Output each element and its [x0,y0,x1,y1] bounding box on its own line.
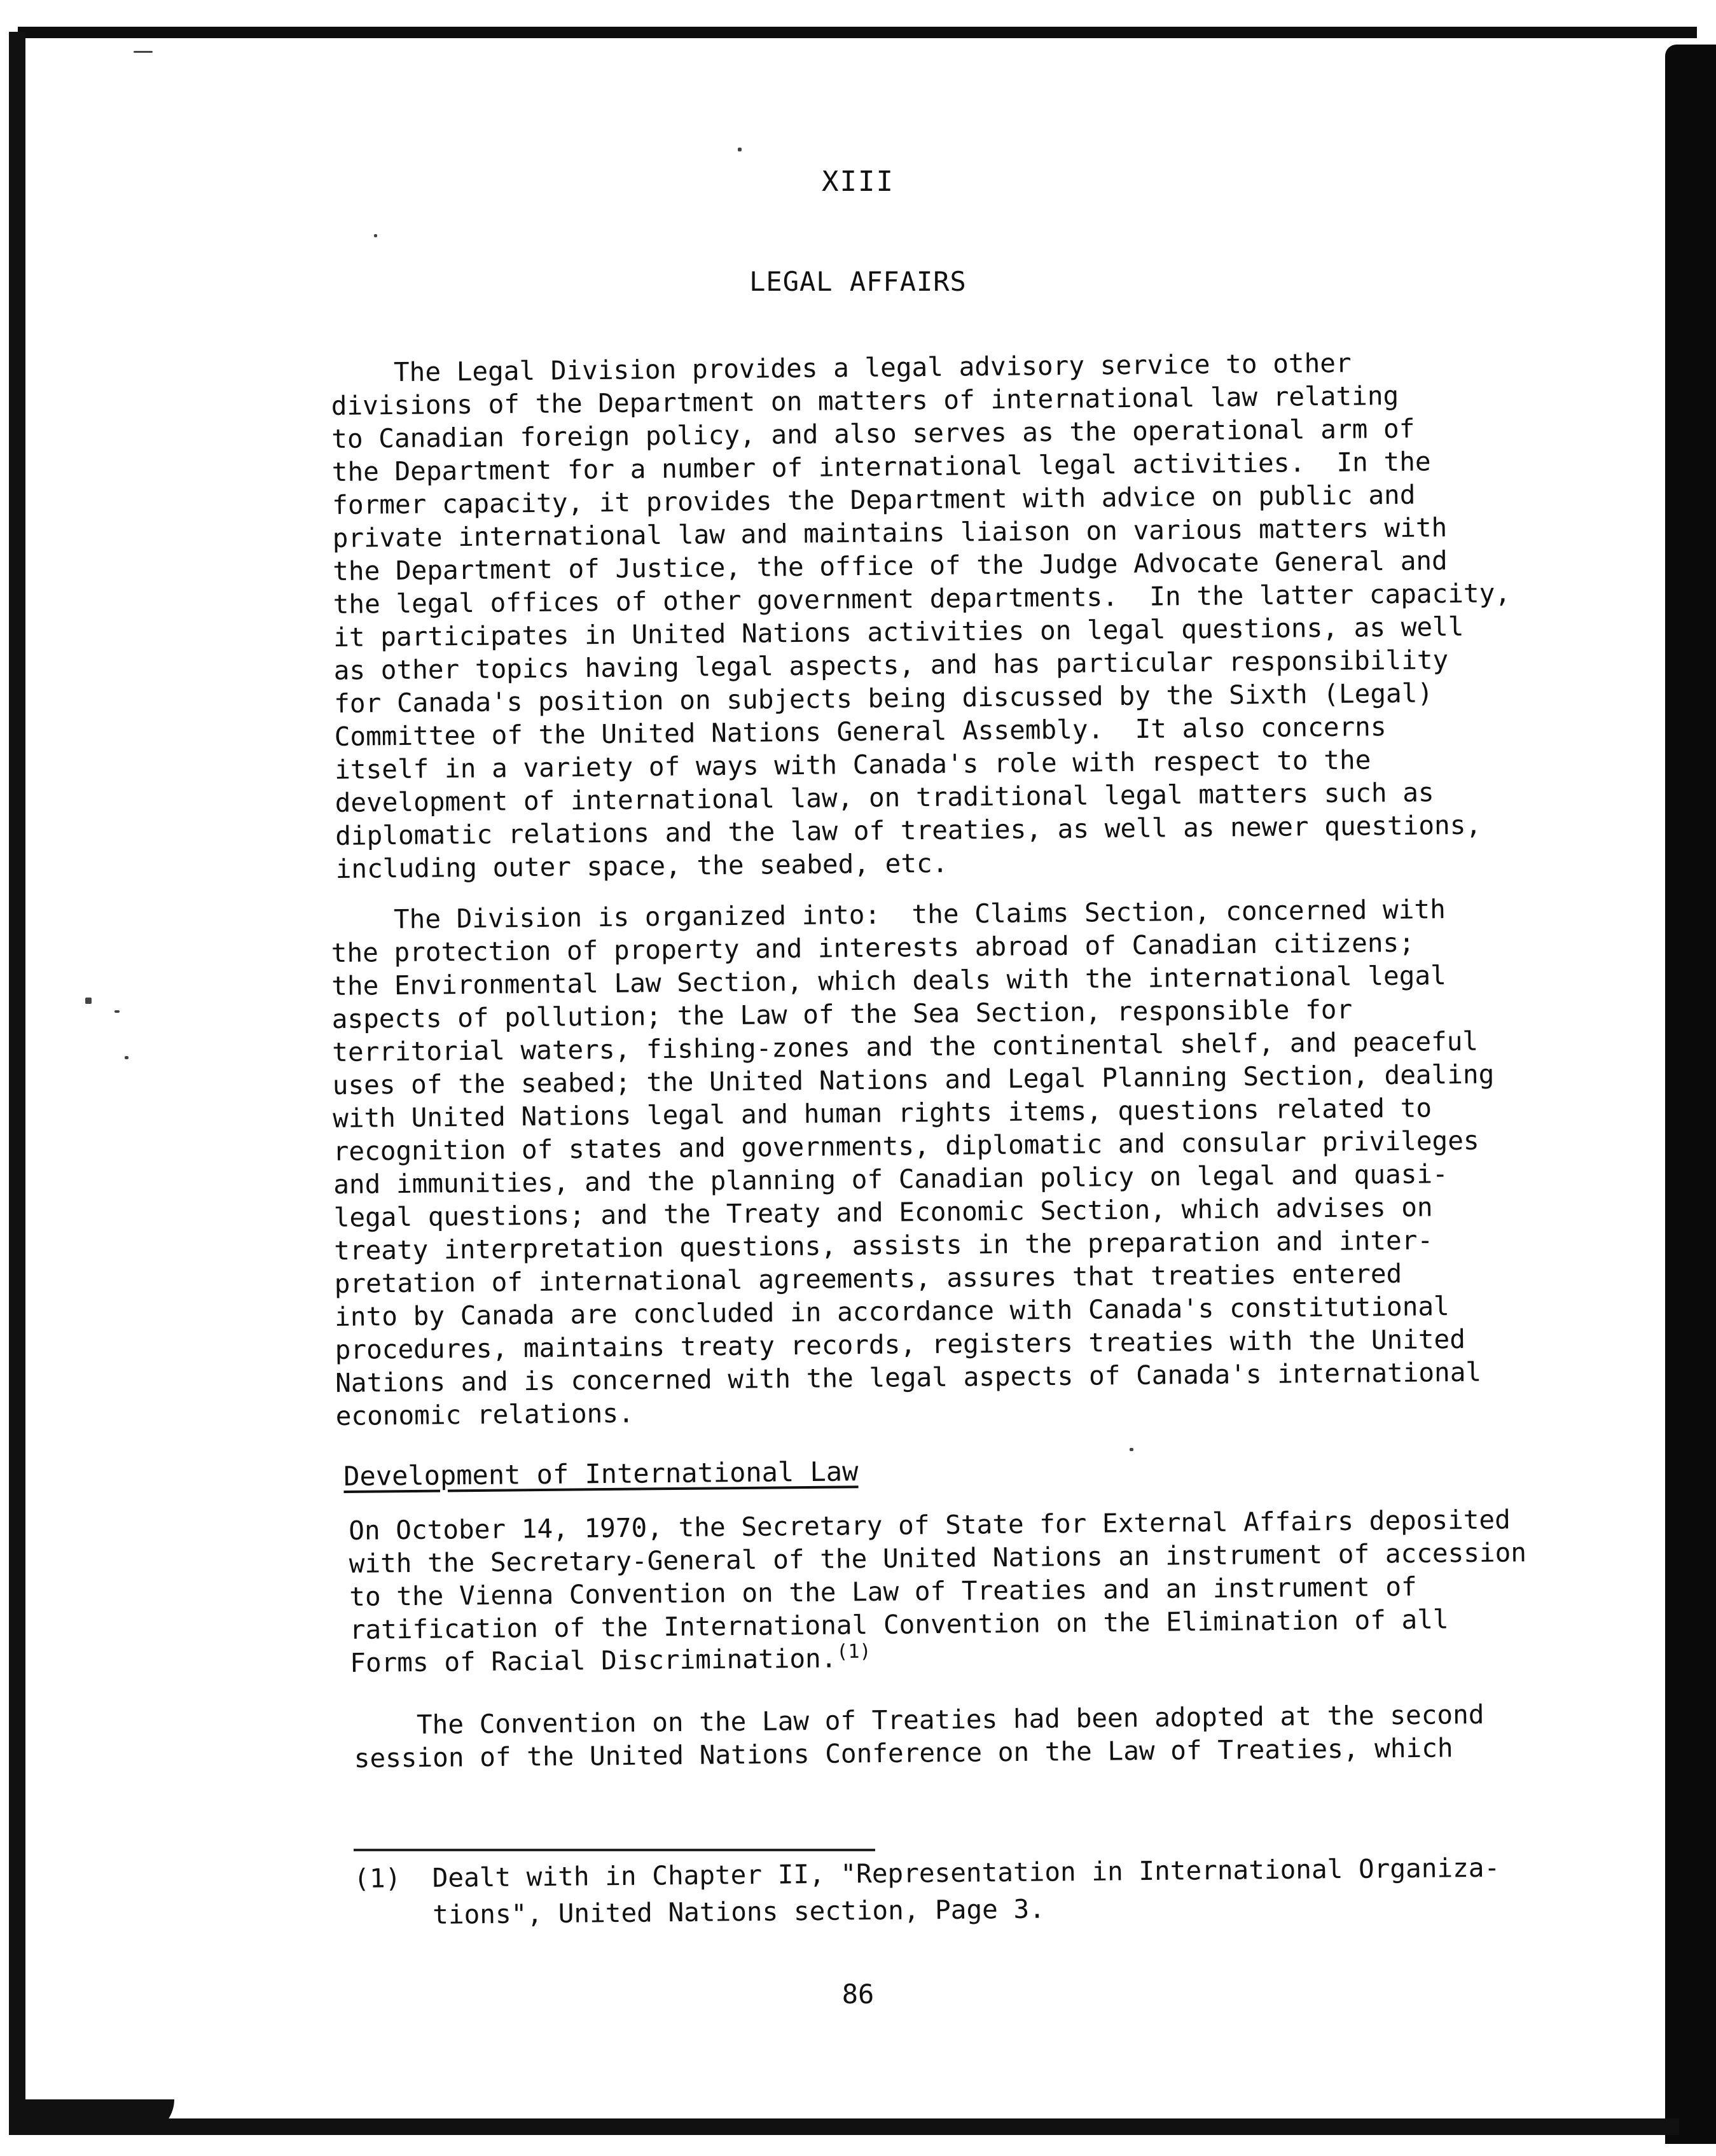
paragraph-vienna-convention [349,1502,1616,1680]
scan-border-left [9,32,25,2125]
scan-speck [1130,1448,1133,1451]
scan-speck [738,148,742,151]
scan-border-bottom [25,2118,1679,2135]
paragraph-legal-division: The Legal Division provides a legal advisory service to other divisions of the Department on matters of international law relating to Canadian foreign policy, and also serves as the operational arm of the Department for a number of international legal activities. In the former capacity, it provides the Department with advice on public and private international law and maintains liaison on various matters with the Department of Justice, the office of the Judge Advocate General and the legal offices of other government departments. In the latter capacity, it participates in United Nations activities on legal questions, as well as other topics having legal aspects, and has particular responsibility for Canada's position on subjects being discussed by the Sixth (Legal) Committee of the United Nations General Assembly. It also concerns itself in a variety of ways with Canada's role with respect to the development of international law, on traditional legal matters such as diplomatic relations and the law of treaties, as well as newer questions, including outer space, the seabed, etc. [331,347,1511,884]
scan-speck [114,1010,120,1013]
scan-border-top [18,27,1697,38]
chapter-title: LEGAL AFFAIRS [749,266,967,297]
footnote: (1) Dealt with in Chapter II, "Representation in International Organiza- tions", United Nations section, Page 3. [354,1852,1500,1931]
scan-speck [125,1056,128,1059]
chapter-number: XIII [822,165,894,198]
scan-corner-bottom-left [9,2099,174,2135]
section-heading: Development of International Law [343,1456,859,1492]
footnote-divider [354,1849,875,1851]
scan-speck [134,51,153,53]
scan-speck [85,998,92,1004]
paragraph-division-organization: The Division is organized into: the Claims Section, concerned with the protection of property and interests abroad of Canadian citizens; the Environmental Law Section, which deals with the international legal aspects of pollution; the Law of the Sea Section, responsible for territorial waters, fishing-zones and the continental shelf, and peaceful uses of the seabed; the United Nations and Legal Planning Section, dealing with United Nations legal and human rights items, questions related to recognition of states and governments, diplomatic and consular privileges and immunities, and the planning of Canadian policy on legal and quasi- legal questions; and the Treaty and Economic Section, which advises on treaty interpretation questions, assists in the preparation and inter- pretation of international agreements, assures that treaties entered into by Canada are concluded in accordance with Canada's constitutional procedures, maintains treaty records, registers treaties with the United Nations and is concerned with the legal aspects of Canada's international economic relations. [331,894,1495,1431]
paragraph-law-of-treaties: The Convention on the Law of Treaties had been adopted at the second session of the United Nations Conference on the Law of Treaties, which [354,1699,1484,1774]
scan-speck [374,234,377,237]
page-number: 86 [841,1979,875,2010]
scan-border-right [1665,45,1716,2144]
footnote-reference: (1) [836,1640,871,1663]
paragraph-text: On October 14, 1970, the Secretary of State for External Affairs deposited with the Secretary-General of the United Nations an instrument of accession to the Vienna Convention on the Law of Treaties and an instrument of ratification of the International Convention on the Elimination of all Forms of Racial Discrimination. [349,1504,1527,1678]
